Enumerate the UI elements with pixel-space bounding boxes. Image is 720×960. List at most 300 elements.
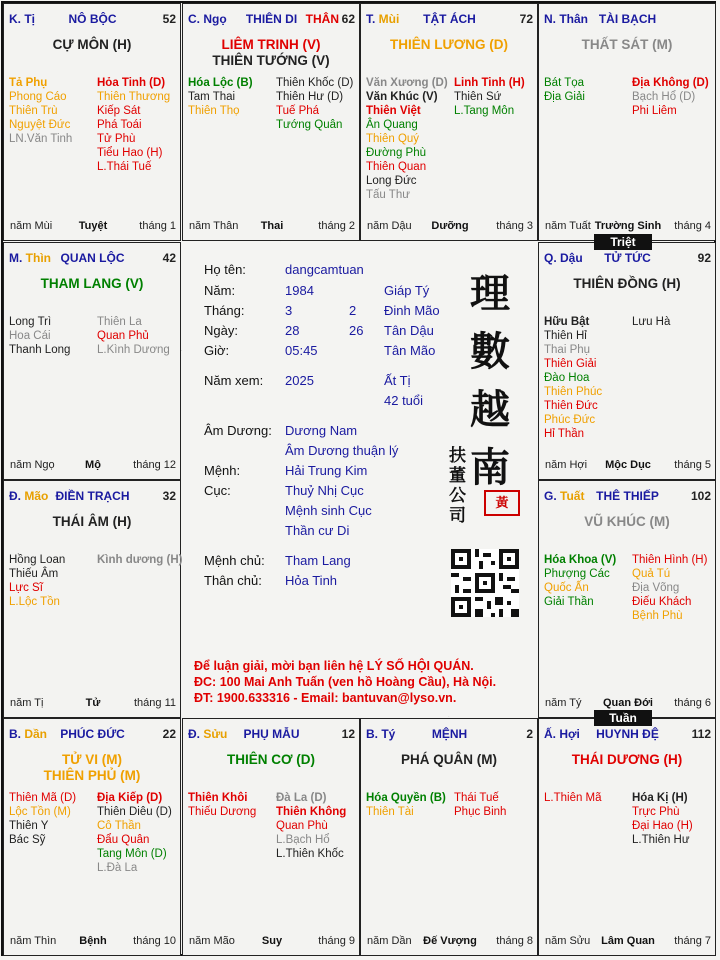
branch-label: T. — [366, 12, 376, 26]
palace-dau[interactable] — [538, 242, 716, 480]
value-menh-chu: Tham Lang — [285, 553, 351, 568]
branch-label: Q. Dậu — [544, 251, 583, 265]
minor-star: Thái Tuế — [454, 792, 499, 804]
calligraphy-char-2: 數 — [470, 328, 510, 375]
palace-header — [544, 727, 711, 743]
minor-star: Phong Cáo — [9, 91, 67, 103]
main-stars — [539, 514, 715, 530]
minor-star: Thiên Việt — [366, 105, 421, 117]
minor-star: Tuế Phá — [276, 105, 320, 117]
palace-number: 32 — [162, 489, 176, 503]
branch-stem: Sửu — [200, 727, 228, 741]
palace-number: 12 — [341, 727, 355, 741]
life-stage: Mộc Dục — [605, 459, 651, 471]
minor-star: Tiểu Hao (H) — [97, 147, 163, 159]
minor-star: Hoa Cái — [9, 330, 51, 342]
minor-star: Quan Phủ — [97, 330, 149, 342]
palace-footer — [10, 697, 176, 711]
branch-label: B. — [9, 727, 21, 741]
branch-label: C. Ngọ — [188, 12, 227, 26]
life-stage: Thai — [260, 220, 284, 232]
main-star: VŨ KHÚC (M) — [584, 514, 670, 529]
value-ngay: 28 — [285, 323, 300, 338]
month-label: tháng 3 — [496, 220, 533, 232]
calligraphy-side-1: 扶 — [449, 446, 466, 466]
main-star: THIÊN CƠ (D) — [226, 752, 315, 767]
minor-stars-right — [97, 315, 170, 357]
palace-number: 42 — [162, 251, 176, 265]
main-star: PHÁ QUÂN (M) — [401, 752, 497, 767]
minor-star: Hóa Lộc (B) — [188, 77, 253, 89]
palace-dan[interactable] — [3, 718, 181, 956]
value-cuc-2: Mệnh sinh Cục — [285, 503, 372, 518]
contact-line-1: Để luận giải, mời bạn liên hệ LÝ SỐ HỘI QUÁN. — [194, 659, 474, 673]
minor-star: Thiên Sứ — [454, 91, 502, 103]
palace-header — [544, 489, 711, 505]
palace-number: 2 — [526, 727, 533, 741]
minor-star: Ân Quang — [366, 119, 418, 131]
palace-branch — [366, 727, 395, 741]
palace-name: PHỤ MẪU — [243, 727, 300, 741]
label-cuc: Cục: — [204, 483, 231, 498]
branch-label: Ấ. Hợi — [544, 727, 580, 741]
minor-stars-right — [276, 791, 346, 861]
palace-header — [9, 251, 176, 267]
month-label: tháng 6 — [674, 697, 711, 709]
minor-star: Phục Binh — [454, 806, 507, 818]
palace-header — [9, 12, 176, 28]
palace-hoi[interactable] — [538, 718, 716, 956]
palace-name: THIÊN DI — [245, 12, 298, 26]
branch-label: B. Tý — [366, 727, 396, 741]
life-stage: Bệnh — [79, 935, 107, 947]
main-stars — [4, 276, 180, 292]
minor-stars-left — [9, 76, 72, 146]
contact-address: ĐC: 100 Mai Anh Tuấn (ven hồ Hoàng Cầu), Hà Nội. — [194, 675, 497, 689]
label-am-duong: Âm Dương: — [204, 423, 272, 438]
minor-star: Phá Toái — [97, 119, 142, 131]
branch-label: G. — [544, 489, 557, 503]
minor-star: Cô Thần — [97, 820, 141, 832]
palace-footer — [545, 697, 711, 711]
main-star: THIÊN ĐỒNG (H) — [573, 276, 681, 291]
value-nam-can: Giáp Tý — [384, 283, 430, 298]
minor-star: L.Lộc Tồn — [9, 596, 60, 608]
minor-stars-right — [97, 791, 172, 875]
palace-name: TỬ TỨC — [604, 251, 651, 265]
minor-star: Trực Phù — [632, 806, 680, 818]
palace-header — [9, 489, 176, 505]
palace-name: HUYNH ĐỆ — [596, 727, 659, 741]
value-nam: 1984 — [285, 283, 314, 298]
minor-star: Thanh Long — [9, 344, 71, 356]
minor-stars-right — [97, 76, 170, 174]
label-nam: Năm: — [204, 283, 236, 298]
minor-star: Tam Thai — [188, 91, 236, 103]
palace-name: THÊ THIẾP — [596, 489, 659, 503]
minor-stars-left — [9, 553, 65, 609]
palace-branch — [544, 12, 588, 26]
minor-star: Hóa Kị (H) — [632, 792, 688, 804]
palace-header — [9, 727, 176, 743]
palace-branch — [9, 12, 35, 26]
minor-star: Phượng Các — [544, 568, 610, 580]
minor-stars-left — [188, 791, 256, 819]
minor-stars-right — [632, 553, 707, 623]
value-nam-xem-can: Ất Tị — [384, 373, 411, 388]
main-stars — [4, 37, 180, 53]
palace-header — [366, 12, 533, 28]
minor-star: Phúc Đức — [544, 414, 596, 426]
life-stage: Tử — [85, 697, 101, 709]
year-label: năm Thìn — [10, 935, 57, 947]
minor-stars-left — [544, 553, 616, 609]
minor-star: L.Thái Tuế — [97, 161, 152, 173]
year-label: năm Tị — [10, 697, 44, 709]
palace-name: TẬT ÁCH — [423, 12, 476, 26]
value-ngay-am: 26 — [349, 323, 364, 338]
life-stage: Đế Vượng — [423, 935, 477, 947]
value-tuoi: 42 tuổi — [384, 393, 424, 408]
minor-star: Địa Giải — [544, 91, 585, 103]
month-label: tháng 10 — [133, 935, 176, 947]
minor-star: Linh Tinh (H) — [454, 77, 525, 89]
minor-star: Thiên Tài — [366, 806, 414, 818]
minor-star: Bác Sỹ — [9, 834, 46, 846]
value-am-duong-2: Âm Dương thuận lý — [285, 443, 399, 458]
minor-stars-left — [188, 76, 253, 118]
value-ngay-can: Tân Dậu — [384, 323, 434, 338]
minor-star: Phi Liêm — [632, 105, 677, 117]
palace-header — [188, 12, 355, 28]
calligraphy-char-1: 理 — [470, 270, 510, 317]
life-stage: Lâm Quan — [601, 935, 655, 947]
main-stars — [361, 37, 537, 53]
main-stars — [183, 37, 359, 69]
palace-ty[interactable] — [3, 3, 181, 241]
minor-star: Tấu Thư — [366, 189, 410, 201]
minor-star: Kiếp Sát — [97, 105, 141, 117]
year-label: năm Hợi — [545, 459, 588, 471]
minor-stars-right — [454, 791, 506, 819]
minor-star: Lộc Tồn (M) — [9, 806, 71, 818]
palace-footer — [545, 935, 711, 949]
minor-star: L.Bạch Hổ — [276, 834, 330, 846]
label-menh-chu: Mệnh chủ: — [204, 553, 265, 568]
year-label: năm Mão — [189, 935, 235, 947]
palace-suu[interactable] — [182, 718, 360, 956]
value-cuc-1: Thuỷ Nhị Cục — [285, 483, 364, 498]
value-thang-am: 2 — [349, 303, 357, 318]
minor-star: Bát Tọa — [544, 77, 585, 89]
palace-header — [366, 727, 533, 743]
minor-star: Đường Phù — [366, 147, 426, 159]
value-cuc-3: Thần cư Di — [285, 523, 350, 538]
main-star: TỬ VI (M) — [62, 752, 122, 767]
minor-stars-left — [366, 791, 446, 819]
main-stars — [539, 276, 715, 292]
label-menh: Mệnh: — [204, 463, 241, 478]
palace-number: 52 — [162, 12, 176, 26]
minor-star: L.Thiên Hư — [632, 834, 690, 846]
palace-number: 112 — [691, 727, 711, 741]
label-than-chu: Thân chủ: — [204, 573, 262, 588]
minor-star: Thiên Thương — [97, 91, 171, 103]
minor-star: Thiên Không — [276, 806, 347, 818]
minor-star: Hữu Bật — [544, 316, 590, 328]
label-ho-ten: Họ tên: — [204, 262, 246, 277]
minor-star: Thiên Hình (H) — [632, 554, 708, 566]
minor-stars-right — [632, 315, 670, 329]
palace-header — [544, 251, 711, 267]
minor-star: Thiên Trù — [9, 105, 58, 117]
branch-label: Đ. — [188, 727, 200, 741]
minor-stars-right — [632, 791, 693, 847]
minor-star: Long Trì — [9, 316, 52, 328]
life-stage: Trường Sinh — [594, 220, 662, 232]
palace-branch — [544, 727, 580, 741]
minor-star: Đà La (D) — [276, 792, 327, 804]
minor-star: LN.Văn Tinh — [9, 133, 73, 145]
minor-star: Tả Phụ — [9, 77, 48, 89]
branch-stem: Mùi — [375, 12, 400, 26]
minor-star: Thiên Thọ — [188, 105, 240, 117]
minor-star: Thiên Hỉ — [544, 330, 587, 342]
palace-branch — [544, 489, 584, 503]
branch-label: K. Tị — [9, 12, 35, 26]
palace-name: MỆNH — [431, 727, 468, 741]
minor-star: Hóa Quyền (B) — [366, 792, 446, 804]
minor-star: Thiên Quý — [366, 133, 420, 145]
minor-star: Thiên La — [97, 316, 142, 328]
calligraphy-side-3: 公 — [449, 486, 466, 506]
minor-star: Văn Khúc (V) — [366, 91, 438, 103]
value-than-chu: Hỏa Tinh — [285, 573, 338, 588]
minor-star: Thiên Mã (D) — [9, 792, 77, 804]
branch-stem: Thìn — [22, 251, 52, 265]
value-nam-xem: 2025 — [285, 373, 314, 388]
minor-star: Tử Phù — [97, 133, 136, 145]
minor-stars-left — [544, 76, 585, 104]
palace-header — [544, 12, 711, 28]
palace-branch — [544, 251, 583, 265]
minor-stars-right — [97, 553, 182, 567]
minor-star: Nguyệt Đức — [9, 119, 71, 131]
palace-ngo[interactable] — [182, 3, 360, 241]
palace-than[interactable] — [538, 3, 716, 241]
month-label: tháng 11 — [133, 697, 176, 709]
minor-stars-right — [454, 76, 525, 118]
value-thang-can: Đinh Mão — [384, 303, 440, 318]
life-stage: Tuyệt — [78, 220, 108, 232]
year-label: năm Ngọ — [10, 459, 55, 471]
label-gio: Giờ: — [204, 343, 230, 358]
value-ho-ten: dangcamtuan — [285, 262, 364, 277]
minor-star: Tang Môn (D) — [97, 848, 167, 860]
minor-star: Kình dương (H) — [97, 554, 183, 566]
minor-star: Đại Hao (H) — [632, 820, 693, 832]
month-label: tháng 7 — [674, 935, 711, 947]
branch-label: N. Thân — [544, 12, 588, 26]
minor-star: Địa Kiếp (D) — [97, 792, 163, 804]
palace-branch — [9, 727, 47, 741]
minor-stars-right — [276, 76, 353, 132]
minor-star: L.Kình Dương — [97, 344, 170, 356]
palace-number: 72 — [519, 12, 533, 26]
minor-star: Thiên Hư (D) — [276, 91, 344, 103]
minor-star: Hóa Khoa (V) — [544, 554, 617, 566]
minor-star: Thiên Giải — [544, 358, 597, 370]
main-star: THÁI DƯƠNG (H) — [571, 752, 683, 767]
palace-branch — [9, 251, 51, 265]
life-stage: Dưỡng — [431, 220, 469, 232]
red-seal-stamp: 黃 — [484, 490, 520, 516]
than-marker: THÂN — [305, 12, 339, 26]
minor-star: Thiếu Âm — [9, 568, 59, 580]
life-stage: Mộ — [85, 459, 101, 471]
value-gio-can: Tân Mão — [384, 343, 436, 358]
year-label: năm Thân — [189, 220, 239, 232]
palace-name: TÀI BẠCH — [598, 12, 657, 26]
minor-star: Lưu Hà — [632, 316, 671, 328]
contact-phone-email[interactable]: ĐT: 1900.633316 - Email: bantuvan@lyso.vn. — [194, 691, 457, 705]
calligraphy-char-4: 南 — [470, 444, 510, 491]
branch-label: M. — [9, 251, 23, 265]
branch-stem: Mão — [21, 489, 49, 503]
main-stars — [361, 752, 537, 768]
life-stage: Suy — [261, 935, 283, 947]
palace-footer — [10, 935, 176, 949]
minor-star: Hồng Loan — [9, 554, 66, 566]
year-label: năm Dần — [367, 935, 412, 947]
minor-star: Quả Tú — [632, 568, 671, 580]
palace-branch — [366, 12, 399, 26]
minor-star: Thiên Khốc (D) — [276, 77, 354, 89]
minor-star: L.Tang Môn — [454, 105, 515, 117]
year-label: năm Tý — [545, 697, 582, 709]
main-stars — [539, 37, 715, 53]
month-label: tháng 9 — [318, 935, 355, 947]
branch-label: Đ. — [9, 489, 21, 503]
palace-header — [188, 727, 355, 743]
palace-branch — [188, 727, 227, 741]
minor-star: Bệnh Phù — [632, 610, 683, 622]
calligraphy-side-4: 司 — [449, 506, 466, 526]
palace-footer — [10, 220, 176, 234]
palace-tuat[interactable] — [538, 480, 716, 718]
minor-star: Quan Phù — [276, 820, 328, 832]
main-star: THÁI ÂM (H) — [52, 514, 132, 529]
palace-branch — [9, 489, 48, 503]
palace-footer — [189, 935, 355, 949]
year-label: năm Tuất — [545, 220, 591, 232]
branch-stem: Tuất — [556, 489, 585, 503]
palace-number: 22 — [162, 727, 176, 741]
minor-star: Văn Xương (D) — [366, 77, 448, 89]
palace-footer — [545, 220, 711, 234]
main-star: THIÊN TƯỚNG (V) — [212, 53, 330, 68]
palace-mao[interactable] — [3, 480, 181, 718]
branch-stem: Dần — [21, 727, 48, 741]
palace-footer — [189, 220, 355, 234]
life-stage: Quan Đới — [603, 697, 653, 709]
minor-star: Thiên Y — [9, 820, 49, 832]
value-menh: Hải Trung Kim — [285, 463, 368, 478]
year-label: năm Dậu — [367, 220, 412, 232]
palace-number: 92 — [697, 251, 711, 265]
minor-star: Đào Hoa — [544, 372, 590, 384]
main-stars — [539, 752, 715, 768]
palace-footer — [367, 935, 533, 949]
triet-tag: Triệt — [594, 234, 652, 250]
minor-star: Thiếu Dương — [188, 806, 257, 818]
palace-name: QUAN LỘC — [60, 251, 125, 265]
minor-star: Thiên Quan — [366, 161, 427, 173]
minor-stars-left — [366, 76, 448, 202]
main-star: THẤT SÁT (M) — [581, 37, 673, 52]
minor-star: Hỏa Tinh (D) — [97, 77, 166, 89]
palace-number: 102 — [690, 489, 711, 503]
minor-stars-left — [544, 315, 602, 441]
palace-branch — [188, 12, 227, 26]
year-label: năm Sửu — [545, 935, 591, 947]
minor-star: Giải Thần — [544, 596, 594, 608]
minor-star: Thiên Khôi — [188, 792, 248, 804]
value-am-duong-1: Dương Nam — [285, 423, 358, 438]
minor-star: Lực Sĩ — [9, 582, 43, 594]
main-star: CỰ MÔN (H) — [52, 37, 132, 52]
minor-star: Thiên Phúc — [544, 386, 603, 398]
palace-name: NÔ BỘC — [68, 12, 117, 26]
minor-star: L.Thiên Khốc — [276, 848, 344, 860]
palace-mui[interactable] — [360, 3, 538, 241]
minor-star: L.Thiên Mã — [544, 792, 602, 804]
tuan-tag: Tuần — [594, 710, 652, 726]
minor-star: Thiên Diêu (D) — [97, 806, 172, 818]
main-stars — [4, 752, 180, 784]
month-label: tháng 1 — [139, 220, 176, 232]
calligraphy-char-3: 越 — [470, 386, 510, 433]
month-label: tháng 4 — [674, 220, 711, 232]
month-label: tháng 12 — [133, 459, 176, 471]
palace-number: 62 — [341, 12, 355, 26]
palace-name: PHÚC ĐỨC — [60, 727, 125, 741]
main-star: THIÊN PHỦ (M) — [43, 768, 141, 783]
year-label: năm Mùi — [10, 220, 53, 232]
palace-thin[interactable] — [3, 242, 181, 480]
minor-star: Long Đức — [366, 175, 417, 187]
minor-stars-left — [544, 791, 602, 805]
main-star: LIÊM TRINH (V) — [221, 37, 321, 52]
value-gio: 05:45 — [285, 343, 318, 358]
palace-footer — [545, 459, 711, 473]
main-stars — [4, 514, 180, 530]
minor-star: L.Đà La — [97, 862, 138, 874]
palace-footer — [10, 459, 176, 473]
palace-ty2[interactable] — [360, 718, 538, 956]
minor-star: Địa Không (D) — [632, 77, 709, 89]
qr-code-icon[interactable] — [451, 549, 519, 617]
minor-star: Đẩu Quân — [97, 834, 150, 846]
palace-name: ĐIỀN TRẠCH — [55, 489, 130, 503]
month-label: tháng 5 — [674, 459, 711, 471]
minor-stars-left — [9, 791, 76, 847]
palace-footer — [367, 220, 533, 234]
label-nam-xem: Năm xem: — [204, 373, 264, 388]
minor-star: Thiên Đức — [544, 400, 598, 412]
value-thang: 3 — [285, 303, 293, 318]
minor-star: Quốc Ấn — [544, 582, 589, 594]
